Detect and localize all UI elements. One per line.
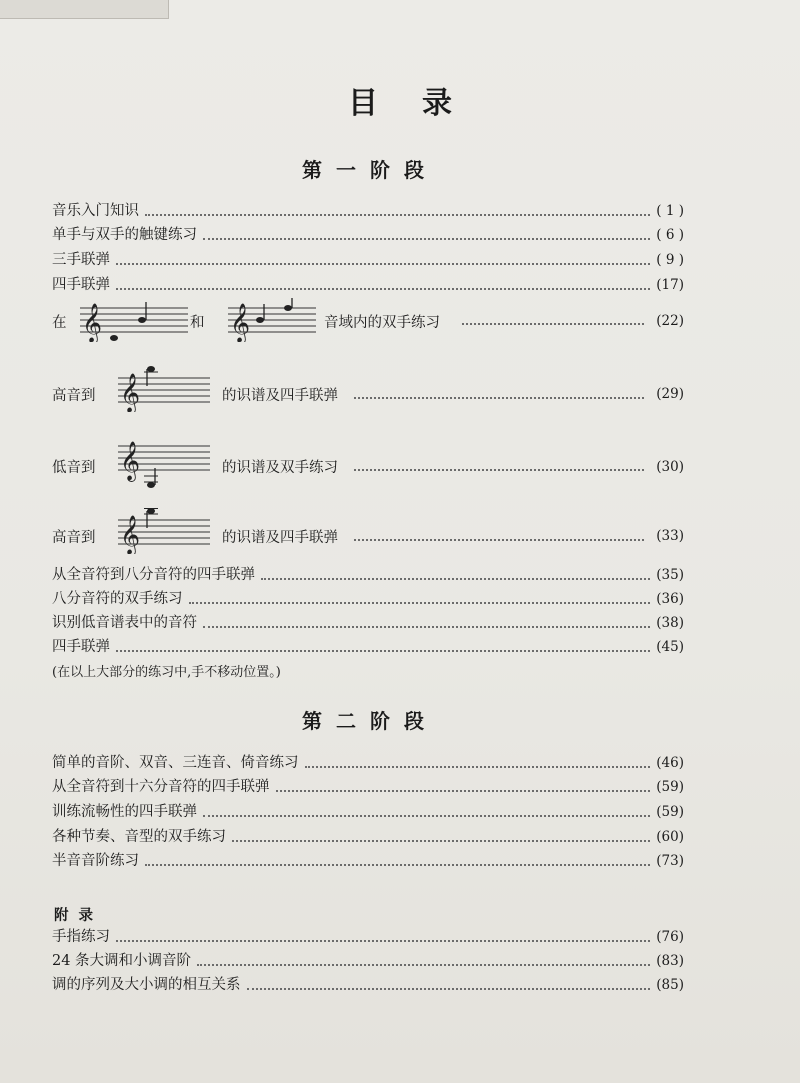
toc-entry-prefix: 在: [52, 315, 67, 331]
toc-entry-page: (29): [656, 386, 684, 402]
leader-dots: [261, 577, 650, 580]
toc-entry-middle: 和: [190, 315, 205, 331]
leader-dots: [305, 765, 651, 768]
svg-text:𝄞: 𝄞: [230, 303, 251, 342]
leader-dots: [354, 468, 644, 471]
toc-entry[interactable]: [52, 224, 684, 246]
leader-dots: [354, 396, 644, 399]
toc-entry-text: 八分音符的双手练习: [52, 591, 183, 607]
toc-entry[interactable]: [52, 850, 684, 872]
toc-entry-page: (60): [656, 829, 684, 845]
leader-dots: [354, 538, 644, 541]
music-staff-icon: [116, 508, 212, 554]
appendix-heading: 附录: [54, 907, 103, 924]
stage2-heading: 第二阶段: [302, 709, 438, 733]
toc-entry-text: 单手与双手的触键练习: [52, 227, 197, 243]
leader-dots: [203, 625, 650, 628]
leader-dots: [232, 839, 650, 842]
toc-entry-page: (83): [656, 953, 684, 969]
toc-entry-text: 四手联弹: [52, 277, 110, 293]
toc-entry-page: (30): [656, 459, 684, 475]
toc-entry-text: 调的序列及大小调的相互关系: [52, 977, 241, 993]
leader-dots: [276, 789, 651, 792]
leader-dots: [116, 649, 650, 652]
toc-entry-page: (35): [656, 567, 684, 583]
toc-entry-page: (38): [656, 615, 684, 631]
toc-entry-text: 手指练习: [52, 929, 110, 945]
corner-tab: [0, 0, 169, 19]
leader-dots: [145, 863, 650, 866]
toc-entry[interactable]: [52, 826, 684, 848]
toc-entry-prefix: 高音到: [52, 388, 96, 404]
leader-dots: [462, 322, 644, 325]
toc-entry[interactable]: [52, 801, 684, 823]
toc-entry[interactable]: [52, 926, 684, 948]
toc-entry[interactable]: [52, 752, 684, 774]
leader-dots: [203, 814, 650, 817]
toc-entry-staff[interactable]: [52, 366, 684, 414]
leader-dots: [116, 939, 650, 942]
toc-entry[interactable]: [52, 950, 684, 972]
toc-entry-text: 从全音符到十六分音符的四手联弹: [52, 779, 270, 795]
toc-entry-range[interactable]: [52, 298, 684, 346]
toc-entry-prefix: 低音到: [52, 460, 96, 476]
leader-dots: [189, 601, 651, 604]
toc-entry-page: (22): [656, 313, 684, 329]
leader-dots: [247, 987, 651, 990]
toc-entry[interactable]: [52, 274, 684, 296]
music-staff-icon: [226, 298, 318, 342]
toc-entry-text: 三手联弹: [52, 252, 110, 268]
toc-entry-text: 四手联弹: [52, 639, 110, 655]
toc-entry-text: 音乐入门知识: [52, 203, 139, 219]
music-staff-icon: [78, 298, 190, 342]
svg-text:𝄞: 𝄞: [120, 373, 141, 412]
toc-entry[interactable]: [52, 636, 684, 658]
toc-entry[interactable]: [52, 974, 684, 996]
toc-entry-page: (59): [656, 804, 684, 820]
toc-entry-page: (73): [656, 853, 684, 869]
toc-entry-page: (59): [656, 779, 684, 795]
toc-entry-suffix: 的识谱及双手练习: [222, 460, 338, 476]
toc-entry-text: 训练流畅性的四手联弹: [52, 804, 197, 820]
svg-text:𝄞: 𝄞: [120, 515, 141, 554]
toc-entry-text: 简单的音阶、双音、三连音、倚音练习: [52, 755, 299, 771]
toc-entry-page: ( 6 ): [656, 227, 684, 243]
toc-entry[interactable]: [52, 588, 684, 610]
toc-entry-text: 各种节奏、音型的双手练习: [52, 829, 226, 845]
stage1-heading: 第一阶段: [302, 158, 438, 182]
toc-entry-page: ( 1 ): [656, 203, 684, 219]
stage1-note: (在以上大部分的练习中,手不移动位置。): [52, 665, 281, 680]
toc-entry-suffix: 的识谱及四手联弹: [222, 388, 338, 404]
leader-dots: [203, 237, 650, 240]
leader-dots: [116, 262, 650, 265]
page-title: 目录: [348, 86, 496, 121]
music-staff-icon: [116, 366, 212, 412]
toc-entry-staff[interactable]: [52, 508, 684, 556]
toc-entry-suffix: 音域内的双手练习: [324, 315, 440, 331]
toc-entry-text: 半音音阶练习: [52, 853, 139, 869]
toc-entry[interactable]: [52, 249, 684, 271]
toc-entry[interactable]: [52, 564, 684, 586]
toc-entry-staff[interactable]: [52, 440, 684, 488]
toc-entry-page: (33): [656, 528, 684, 544]
toc-entry-page: (17): [656, 277, 684, 293]
toc-entry[interactable]: [52, 612, 684, 634]
toc-entry-page: (45): [656, 639, 684, 655]
leader-dots: [116, 287, 650, 290]
toc-entry-text: 从全音符到八分音符的四手联弹: [52, 567, 255, 583]
toc-entry-page: (36): [656, 591, 684, 607]
leader-dots: [145, 213, 650, 216]
toc-entry-page: (85): [656, 977, 684, 993]
music-staff-icon: [116, 440, 212, 490]
toc-entry[interactable]: [52, 776, 684, 798]
toc-entry-text: 24 条大调和小调音阶: [52, 953, 192, 969]
toc-entry[interactable]: [52, 200, 684, 222]
toc-entry-prefix: 高音到: [52, 530, 96, 546]
svg-text:𝄞: 𝄞: [82, 303, 103, 342]
toc-entry-text: 识别低音谱表中的音符: [52, 615, 197, 631]
toc-entry-page: (46): [656, 755, 684, 771]
toc-entry-suffix: 的识谱及四手联弹: [222, 530, 338, 546]
svg-text:𝄞: 𝄞: [120, 441, 141, 481]
leader-dots: [197, 963, 650, 966]
toc-entry-page: (76): [656, 929, 684, 945]
toc-entry-page: ( 9 ): [656, 252, 684, 268]
